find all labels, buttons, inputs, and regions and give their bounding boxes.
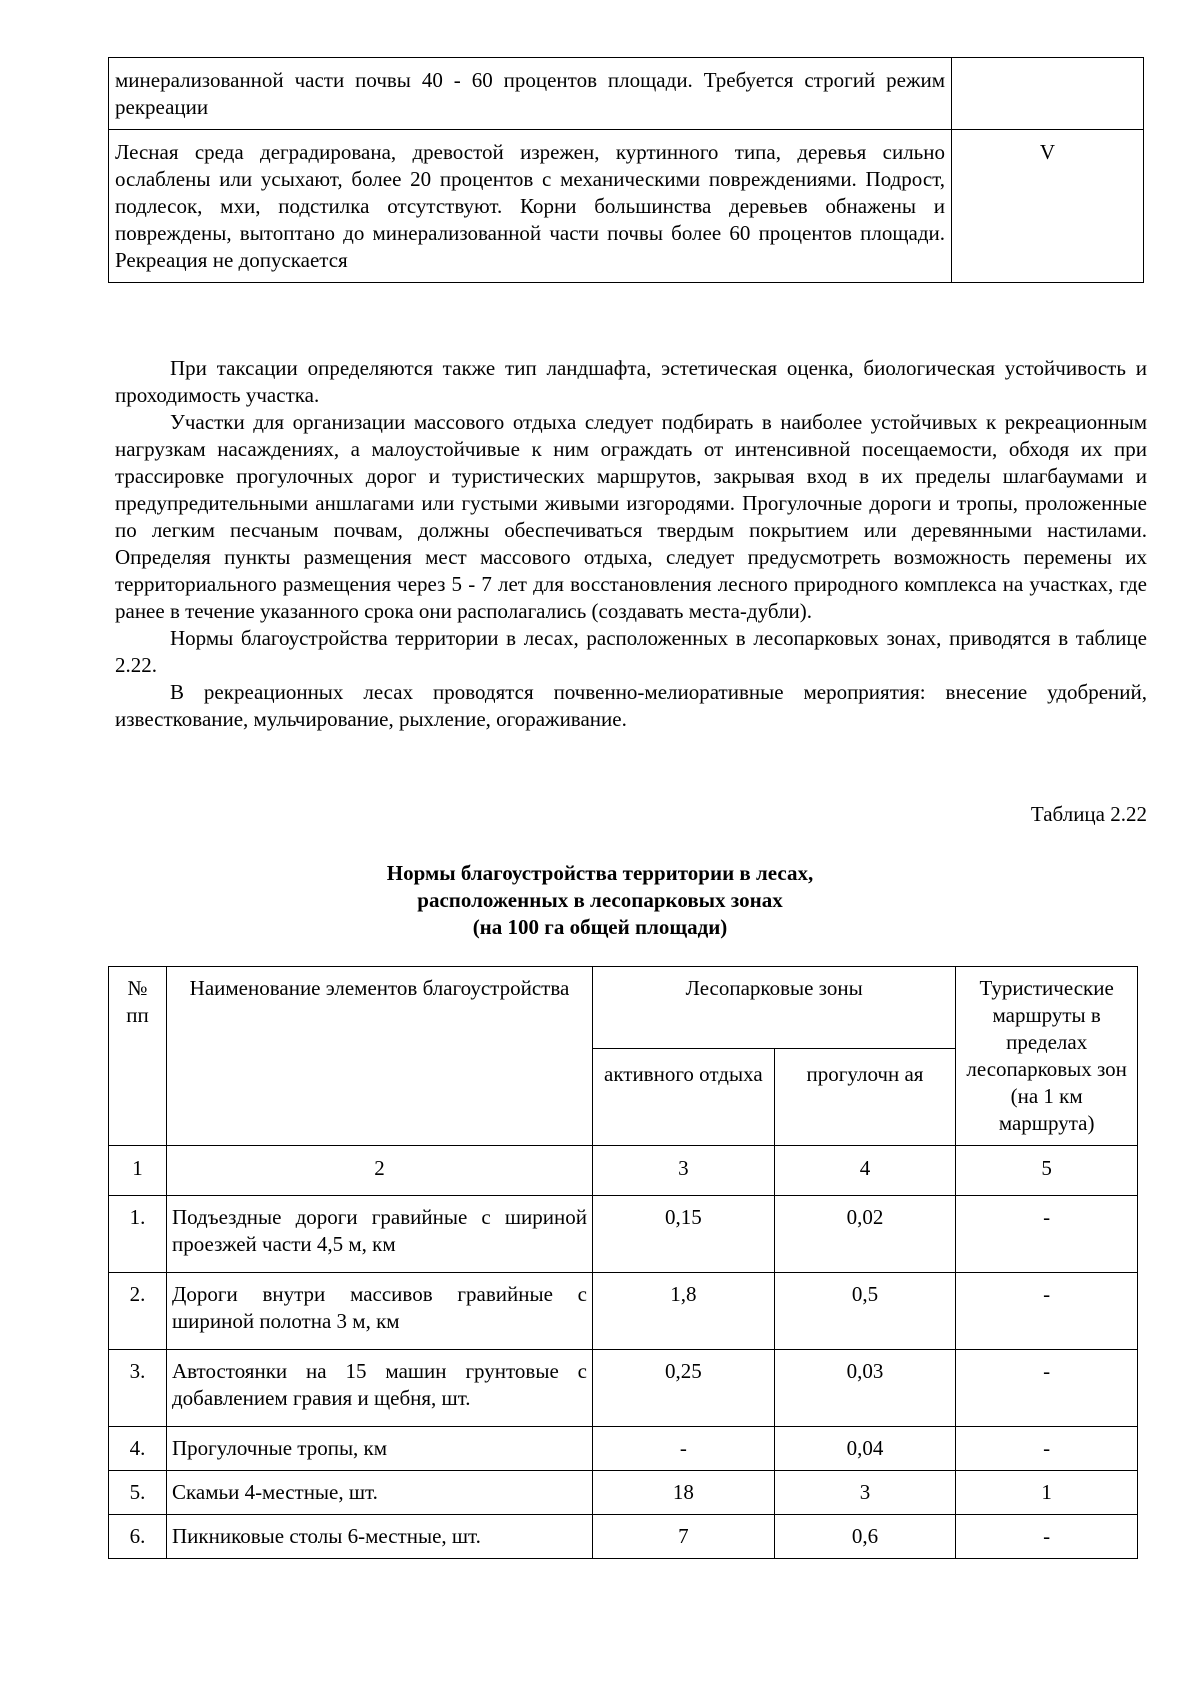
table-title-line: расположенных в лесопарковых зонах	[417, 888, 783, 912]
column-number: 4	[774, 1146, 956, 1196]
header-active: активного отдыха	[593, 1049, 775, 1146]
table-title	[0, 860, 1200, 941]
row-tourist: -	[956, 1196, 1138, 1273]
header-zones: Лесопарковые зоны	[593, 967, 956, 1049]
row-tourist: -	[956, 1350, 1138, 1427]
degradation-class-table	[108, 57, 1144, 283]
row-number: 6.	[109, 1515, 167, 1559]
row-name: Пикниковые столы 6-местные, шт.	[167, 1515, 593, 1559]
row-active: 7	[593, 1515, 775, 1559]
row-number: 3.	[109, 1350, 167, 1427]
table-row	[109, 130, 1144, 283]
table-row	[109, 1515, 1138, 1559]
row-walking: 0,04	[774, 1427, 956, 1471]
row-name: Подъездные дороги гравийные с шириной проезжей части 4,5 м, км	[167, 1196, 593, 1273]
row-number: 2.	[109, 1273, 167, 1350]
row-active: -	[593, 1427, 775, 1471]
class-description: Лесная среда деградирована, древостой изрежен, куртинного типа, деревья сильно ослаблены или усыхают, более 20 процентов с механическими повреждениями. Подрост, подлесок, мхи, подстилка отсутствуют. Корни большинства деревьев обнажены и повреждены, вытоптано до минерализованной части почвы более 60 процентов площади. Рекреация не допускается	[109, 130, 952, 283]
row-walking: 0,03	[774, 1350, 956, 1427]
row-number: 1.	[109, 1196, 167, 1273]
row-walking: 0,02	[774, 1196, 956, 1273]
column-number: 3	[593, 1146, 775, 1196]
table-row	[109, 1471, 1138, 1515]
table-row	[109, 1273, 1138, 1350]
class-description: минерализованной части почвы 40 - 60 процентов площади. Требуется строгий режим рекреации	[109, 58, 952, 130]
header-row	[109, 967, 1138, 1049]
row-active: 1,8	[593, 1273, 775, 1350]
row-walking: 0,5	[774, 1273, 956, 1350]
paragraph: Участки для организации массового отдыха следует подбирать в наиболее устойчивых к рекреационным нагрузкам насаждениях, а малоустойчивые к ним ограждать от интенсивной посещаемости, обходя их при трассировке прогулочных дорог и туристических маршрутов, закрывая вход в их пределы шлагбаумами и предупредительными аншлагами или густыми живыми изгородями. Прогулочные дороги и тропы, проложенные по легким песчаным почвам, должны обеспечиваться твердым покрытием или деревянными настилами. Определяя пункты размещения мест массового отдыха, следует предусмотреть возможность перемены их территориального размещения через 5 - 7 лет для восстановления лесного природного комплекса на участках, где ранее в течение указанного срока они располагались (создавать места-дубли).	[115, 410, 1147, 623]
row-tourist: 1	[956, 1471, 1138, 1515]
table-title-line: (на 100 га общей площади)	[472, 915, 728, 939]
row-name: Скамьи 4-местные, шт.	[167, 1471, 593, 1515]
row-active: 18	[593, 1471, 775, 1515]
table-row	[109, 1350, 1138, 1427]
table-row	[109, 58, 1144, 130]
table-title-line: Нормы благоустройства территории в лесах,	[386, 861, 814, 885]
row-number: 5.	[109, 1471, 167, 1515]
row-tourist: -	[956, 1427, 1138, 1471]
class-value	[952, 58, 1144, 130]
header-name: Наименование элементов благоустройства	[167, 967, 593, 1146]
row-name: Дороги внутри массивов гравийные с шириной полотна 3 м, км	[167, 1273, 593, 1350]
column-number: 5	[956, 1146, 1138, 1196]
improvement-norms-table	[108, 966, 1138, 1559]
column-number-row	[109, 1146, 1138, 1196]
header-num: № пп	[109, 967, 167, 1146]
table-row	[109, 1427, 1138, 1471]
paragraph: Нормы благоустройства территории в лесах, расположенных в лесопарковых зонах, приводятся в таблице 2.22.	[115, 626, 1147, 677]
row-walking: 3	[774, 1471, 956, 1515]
body-text	[115, 355, 1147, 733]
header-walking: прогулочн ая	[774, 1049, 956, 1146]
table-number: Таблица 2.22	[1030, 802, 1147, 826]
row-tourist: -	[956, 1515, 1138, 1559]
row-active: 0,25	[593, 1350, 775, 1427]
row-walking: 0,6	[774, 1515, 956, 1559]
column-number: 2	[167, 1146, 593, 1196]
header-tourist: Туристические маршруты в пределах лесопарковых зон (на 1 км маршрута)	[956, 967, 1138, 1146]
class-value: V	[952, 130, 1144, 283]
paragraph: При таксации определяются также тип ландшафта, эстетическая оценка, биологическая устойчивость и проходимость участка.	[115, 356, 1147, 407]
row-number: 4.	[109, 1427, 167, 1471]
paragraph: В рекреационных лесах проводятся почвенно-мелиоративные мероприятия: внесение удобрений, известкование, мульчирование, рыхление, огораживание.	[115, 680, 1147, 731]
column-number: 1	[109, 1146, 167, 1196]
row-name: Прогулочные тропы, км	[167, 1427, 593, 1471]
row-name: Автостоянки на 15 машин грунтовые с добавлением гравия и щебня, шт.	[167, 1350, 593, 1427]
row-tourist: -	[956, 1273, 1138, 1350]
table-row	[109, 1196, 1138, 1273]
row-active: 0,15	[593, 1196, 775, 1273]
